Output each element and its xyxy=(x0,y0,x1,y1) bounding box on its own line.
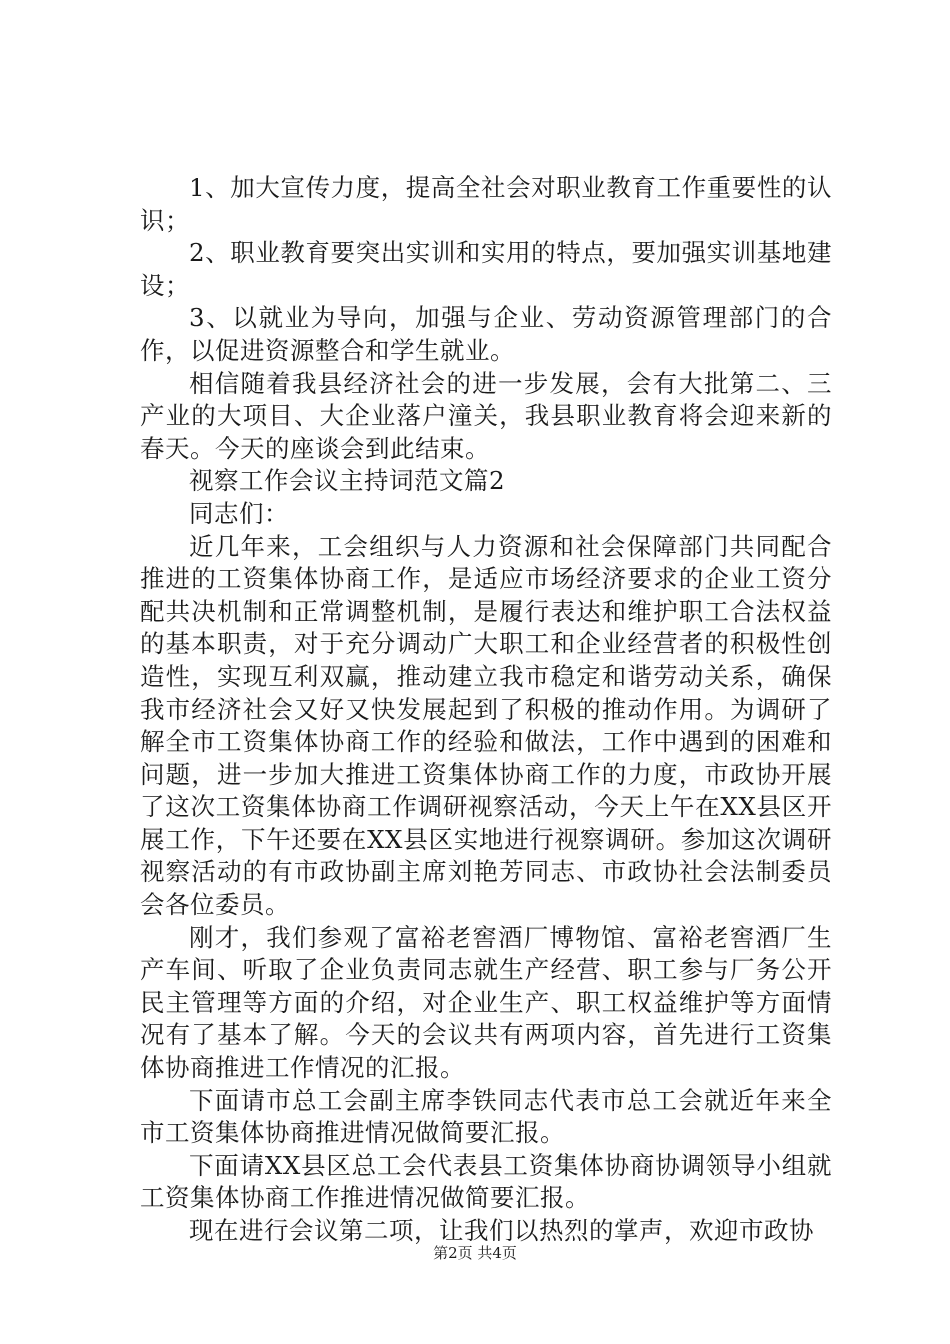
paragraph-closing: 相信随着我县经济社会的进一步发展，会有大批第二、三产业的大项目、大企业落户潼关，我县职业教育将会迎来新的春天。今天的座谈会到此结束。 xyxy=(140,368,832,463)
paragraph-item-3: 3、以就业为导向，加强与企业、劳动资源管理部门的合作，以促进资源整合和学生就业。 xyxy=(140,303,832,365)
salutation: 同志们： xyxy=(189,498,289,528)
page-footer: 第2页 共4页 xyxy=(433,1244,517,1262)
paragraph-report-1: 下面请市总工会副主席李铁同志代表市总工会就近年来全市工资集体协商推进情况做简要汇报。 xyxy=(140,1085,832,1148)
paragraph-report-2: 下面请XX县区总工会代表县工资集体协商协调领导小组就工资集体协商工作推进情况做简要汇报。 xyxy=(140,1150,832,1213)
paragraph-item-1: 1、加大宣传力度，提高全社会对职业教育工作重要性的认识； xyxy=(140,173,832,235)
document-body xyxy=(140,172,832,1248)
section-heading: 视察工作会议主持词范文篇2 xyxy=(189,466,506,496)
paragraph-visit: 刚才，我们参观了富裕老窖酒厂博物馆、富裕老窖酒厂生产车间、听取了企业负责同志就生产经营、职工参与厂务公开民主管理等方面的介绍，对企业生产、职工权益维护等方面情况有了基本了解。今天的会议共有两项内容，首先进行工资集体协商推进工作情况的汇报。 xyxy=(140,922,832,1083)
paragraph-intro: 近几年来，工会组织与人力资源和社会保障部门共同配合推进的工资集体协商工作，是适应市场经济要求的企业工资分配共决机制和正常调整机制，是履行表达和维护职工合法权益的基本职责，对于充分调动广大职工和企业经营者的积极性创造性，实现互利双赢，推动建立我市稳定和谐劳动关系，确保我市经济社会又好又快发展起到了积极的推动作用。为调研了解全市工资集体协商工作的经验和做法，工作中遇到的困难和问题，进一步加大推进工资集体协商工作的力度，市政协开展了这次工资集体协商工作调研视察活动，今天上午在XX县区开展工作，下午还要在XX县区实地进行视察调研。参加这次调研视察活动的有市政协副主席刘艳芳同志、市政协社会法制委员会各位委员。 xyxy=(140,531,832,920)
paragraph-second-item: 现在进行会议第二项，让我们以热烈的掌声，欢迎市政协 xyxy=(189,1216,814,1245)
paragraph-item-2: 2、职业教育要突出实训和实用的特点，要加强实训基地建设； xyxy=(140,238,832,300)
